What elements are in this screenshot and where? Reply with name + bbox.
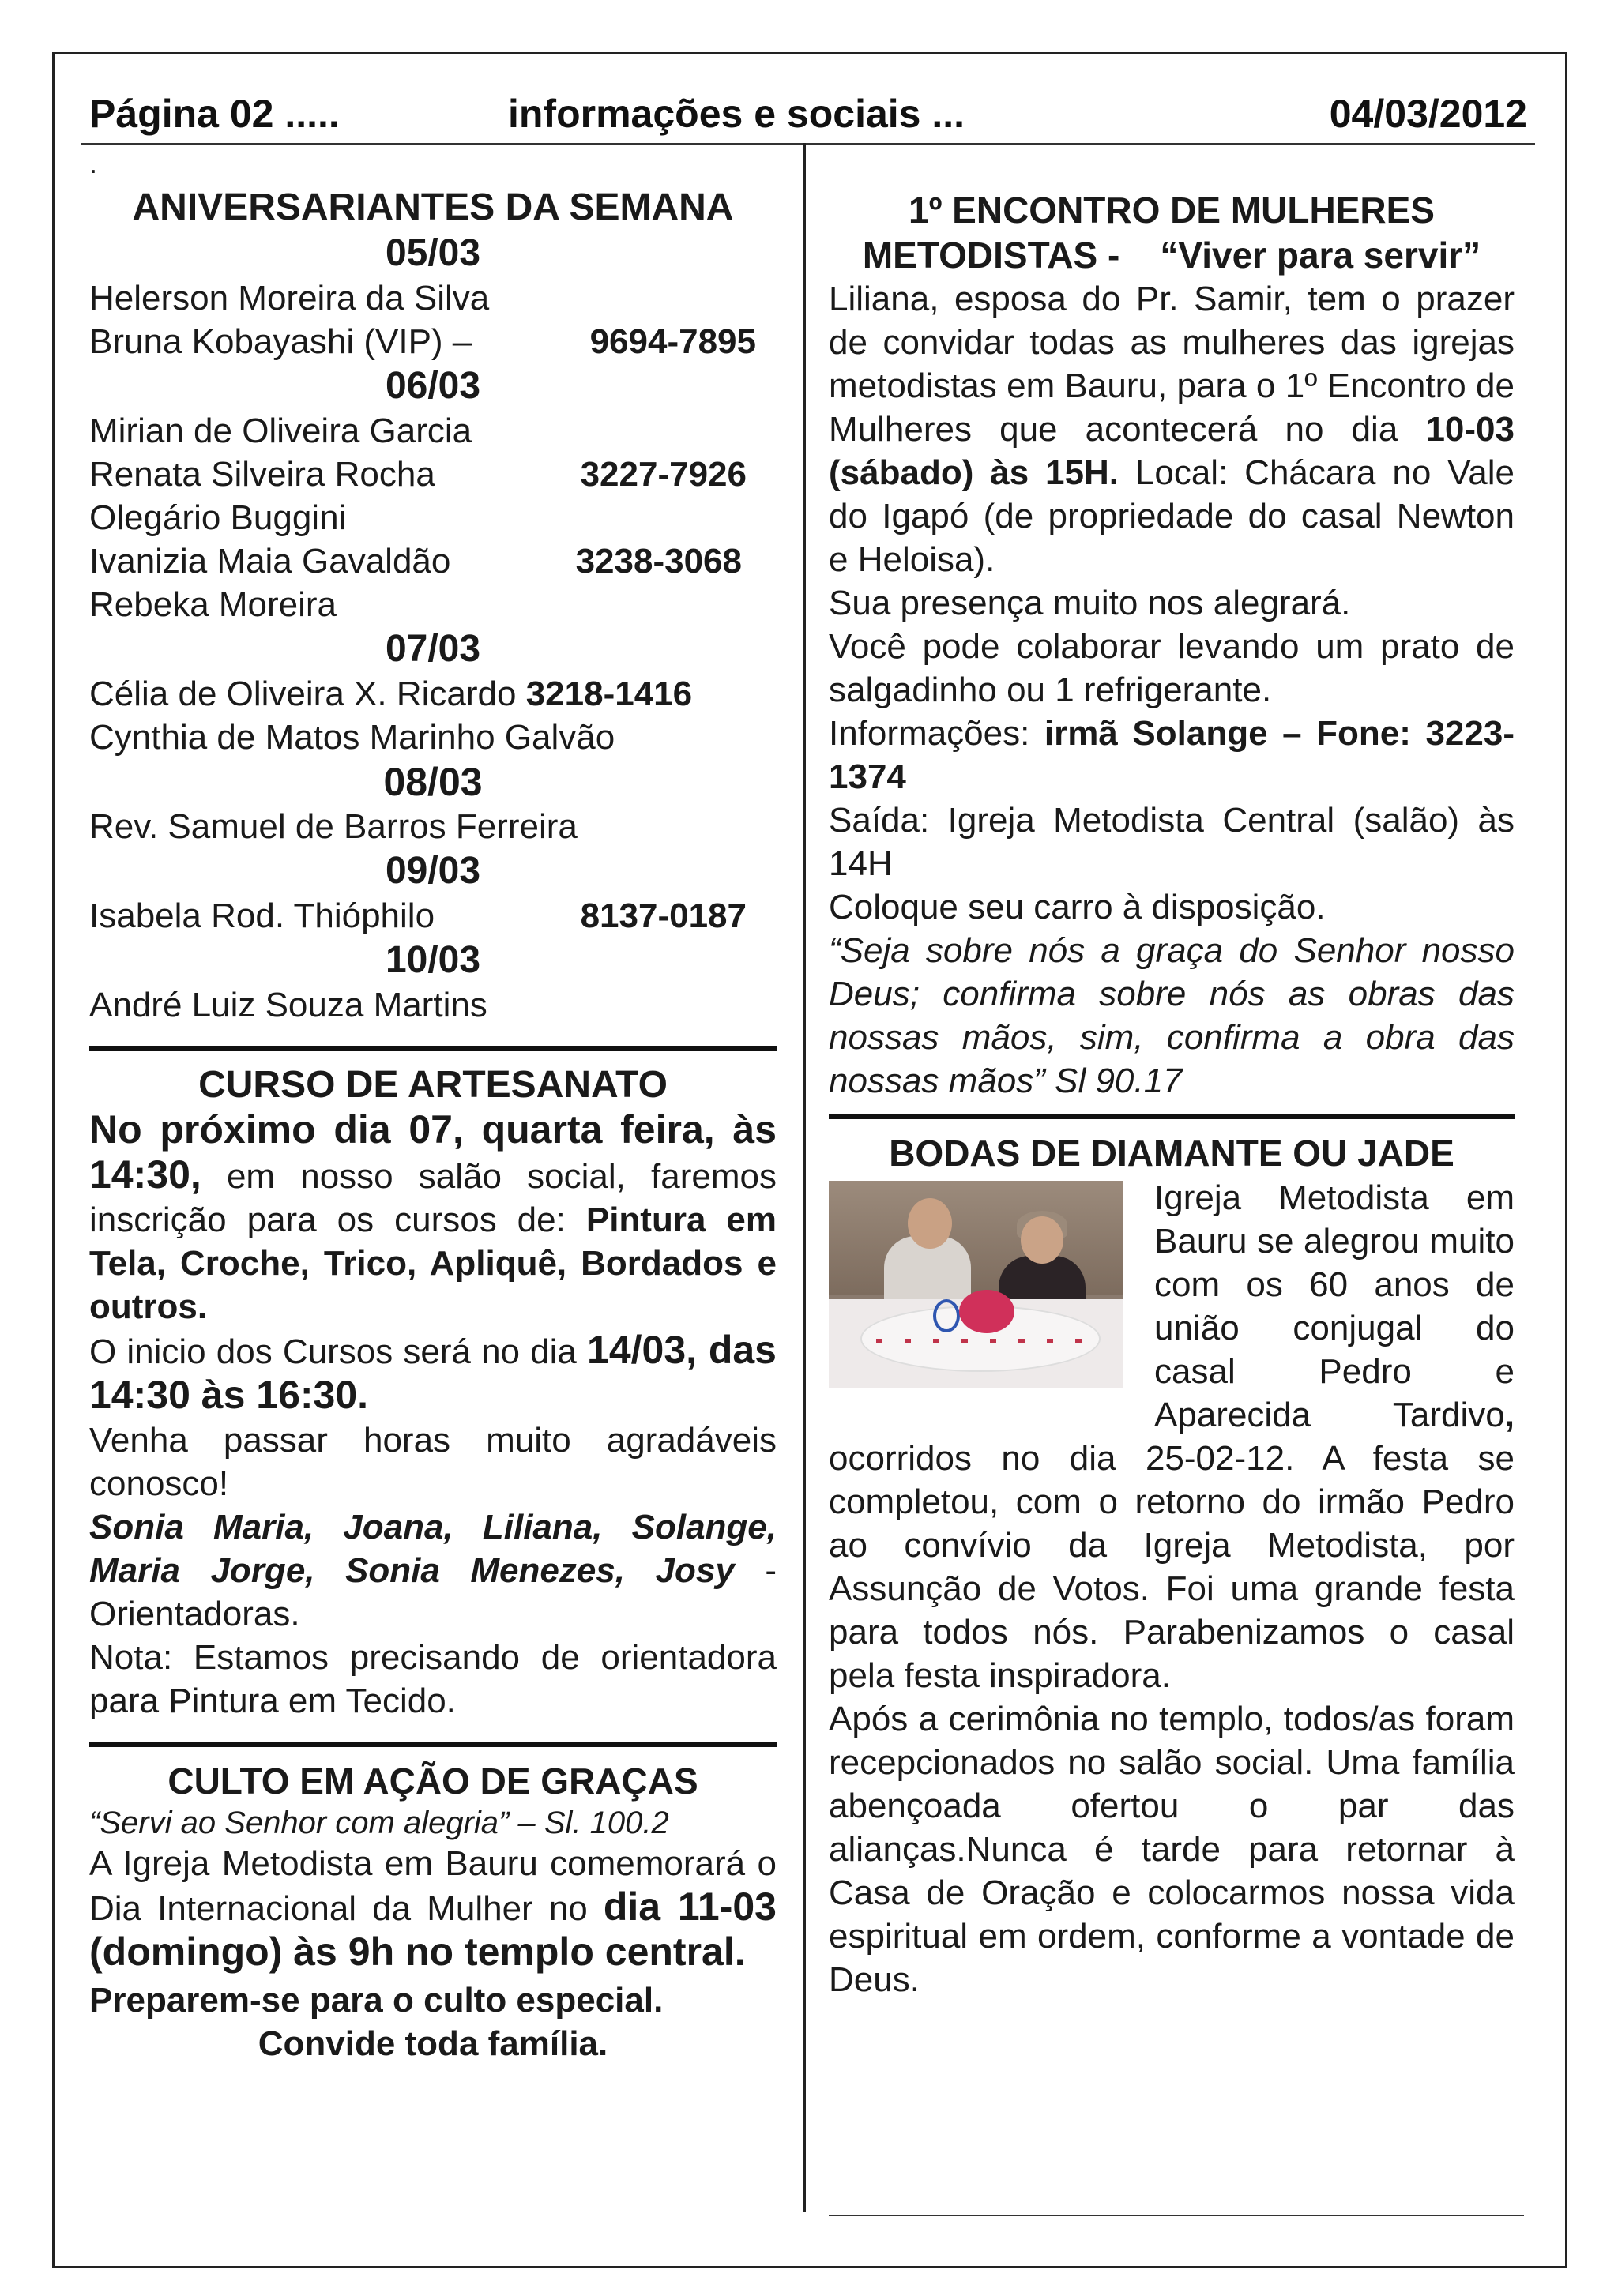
birthday-phone: 9694-7895 <box>589 322 756 361</box>
artesanato-paragraph: Sonia Maria, Joana, Liliana, Solange, Maria Jorge, Sonia Menezes, Josy - Orientadoras. <box>89 1508 777 1633</box>
birthday-date: 06/03 <box>385 365 481 407</box>
right-column <box>829 187 1515 2001</box>
encontro-paragraph: Sua presença muito nos alegrará. <box>829 584 1351 622</box>
header-rule <box>81 143 1535 145</box>
section-rule <box>89 1046 777 1051</box>
section-rule <box>89 1742 777 1747</box>
encontro-contact: Informações: irmã Solange – Fone: 3223-1374 <box>829 714 1515 796</box>
birthday-name: Renata Silveira Rocha <box>89 455 435 494</box>
artesanato-paragraph: O inicio dos Cursos será no dia 14/03, das 14:30 às 16:30. <box>89 1328 777 1417</box>
artesanato-date: No próximo dia 07, quarta feira, às 14:30, <box>89 1107 777 1197</box>
artesanato-title: CURSO DE ARTESANATO <box>198 1064 668 1106</box>
birthday-phone: 3238-3068 <box>575 542 742 581</box>
artesanato-note: Nota: Estamos precisando de orientadora para Pintura em Tecido. <box>89 1638 777 1720</box>
page-header <box>89 86 1527 140</box>
birthday-date: 09/03 <box>385 850 481 892</box>
birthday-phone: 8137-0187 <box>580 896 747 935</box>
culto-paragraph: A Igreja Metodista em Bauru comemorará o Dia Internacional da Mulher no dia 11-03 (domingo) às 9h no templo central. <box>89 1844 777 1974</box>
bodas-paragraph: Igreja Metodista em Bauru se alegrou muito com os 60 anos de união conjugal do casal Pedro e Aparecida Tardivo, ocorridos no dia 25-02-12. A festa se completou, com o retorno do irmão Pedro ao convívio da Igreja Metodista, por Assunção de Votos. Foi uma grande festa para todos nós. Parabenizamos o casal pela festa inspiradora. <box>829 1178 1515 1695</box>
birthday-phone: 3218-1416 <box>525 675 693 713</box>
encontro-paragraph: Liliana, esposa do Pr. Samir, tem o prazer de convidar todas as mulheres das igrejas metodistas em Bauru, para o 1º Encontro de Mulheres que acontecerá no dia 10-03 (sábado) às 15H. Local: Chácara no Vale do Igapó (de propriedade do casal Newton e Heloisa). <box>829 280 1515 579</box>
page-frame <box>52 52 1567 2268</box>
birthday-entry <box>89 539 777 583</box>
culto-title: CULTO EM AÇÃO DE GRAÇAS <box>167 1761 698 1802</box>
encontro-title: 1º ENCONTRO DE MULHERES <box>909 190 1435 231</box>
birthday-entry <box>89 453 777 496</box>
artesanato-instructors: Sonia Maria, Joana, Liliana, Solange, Maria Jorge, Sonia Menezes, Josy <box>89 1508 777 1590</box>
birthday-entry <box>89 894 777 938</box>
artesanato-courses: Pintura em Tela, Croche, Trico, Apliquê, Bordados e outros. <box>89 1201 777 1326</box>
birthday-date: 08/03 <box>383 760 483 804</box>
culto-line: Preparem-se para o culto especial. <box>89 1981 664 2020</box>
birthday-name: Rebeka Moreira <box>89 585 337 624</box>
birthday-phone: 3227-7926 <box>580 455 747 494</box>
encontro-paragraph: Saída: Igreja Metodista Central (salão) às 14H <box>829 801 1515 883</box>
encontro-phone: irmã Solange – Fone: 3223-1374 <box>829 714 1515 796</box>
birthday-name: Rev. Samuel de Barros Ferreira <box>89 807 578 846</box>
birthday-name: Olegário Buggini <box>89 498 347 537</box>
birthday-date: 07/03 <box>385 628 481 670</box>
birthday-name: Célia de Oliveira X. Ricardo <box>89 675 517 713</box>
column-divider <box>803 143 806 2212</box>
encontro-paragraph: Coloque seu carro à disposição. <box>829 888 1326 926</box>
birthday-name: Isabela Rod. Thióphilo <box>89 896 435 935</box>
birthday-date: 05/03 <box>385 232 481 274</box>
artesanato-paragraph: Venha passar horas muito agradáveis conosco! <box>89 1421 777 1503</box>
bodas-title: BODAS DE DIAMANTE OU JADE <box>889 1133 1454 1174</box>
birthday-name: Cynthia de Matos Marinho Galvão <box>89 718 615 757</box>
left-column <box>89 185 777 2065</box>
birthday-name: Bruna Kobayashi (VIP) – <box>89 322 472 361</box>
encontro-paragraph: Você pode colaborar levando um prato de salgadinho ou 1 refrigerante. <box>829 627 1515 709</box>
culto-verse: “Servi ao Senhor com alegria” – Sl. 100.2 <box>89 1806 669 1840</box>
birthday-entry <box>89 672 777 716</box>
birthday-date: 10/03 <box>385 939 481 981</box>
footer-rule <box>829 2215 1524 2216</box>
section-name: informações e sociais ... <box>508 92 965 136</box>
issue-date: 04/03/2012 <box>1329 92 1527 136</box>
birthday-name: Mirian de Oliveira Garcia <box>89 411 472 450</box>
birthday-name: André Luiz Souza Martins <box>89 986 487 1024</box>
birthday-name: Helerson Moreira da Silva <box>89 279 490 318</box>
encontro-date: 10-03 (sábado) às 15H. <box>829 410 1515 492</box>
artesanato-schedule: 14/03, das 14:30 às 16:30. <box>89 1328 777 1417</box>
page-number: Página 02 ..... <box>89 92 340 136</box>
birthday-name: Ivanizia Maia Gavaldão <box>89 542 451 581</box>
culto-date: dia 11-03 (domingo) às 9h no templo central. <box>89 1885 777 1974</box>
encontro-verse: “Seja sobre nós a graça do Senhor nosso Deus; confirma sobre nós as obras das nossas mãos, sim, confirma a obra das nossas mãos” Sl 90.17 <box>829 931 1515 1100</box>
artesanato-paragraph: No próximo dia 07, quarta feira, às 14:30, em nosso salão social, faremos inscrição para os cursos de: Pintura em Tela, Croche, Trico, Apliquê, Bordados e outros. <box>89 1107 777 1326</box>
birthdays-title: ANIVERSARIANTES DA SEMANA <box>132 186 734 228</box>
couple-photo <box>829 1181 1123 1388</box>
section-rule <box>829 1114 1515 1119</box>
bodas-paragraph: Após a cerimônia no templo, todos/as foram recepcionados no salão social. Uma família abençoada ofertou o par das alianças.Nunca é tarde para retornar à Casa de Oração e colocarmos nossa vida espiritual em ordem, conforme a vontade de Deus. <box>829 1700 1515 1999</box>
encontro-subtitle: METODISTAS - “Viver para servir” <box>862 235 1481 276</box>
culto-line: Convide toda família. <box>258 2024 608 2063</box>
birthday-entry <box>89 320 777 363</box>
leading-dot: . <box>89 147 98 179</box>
